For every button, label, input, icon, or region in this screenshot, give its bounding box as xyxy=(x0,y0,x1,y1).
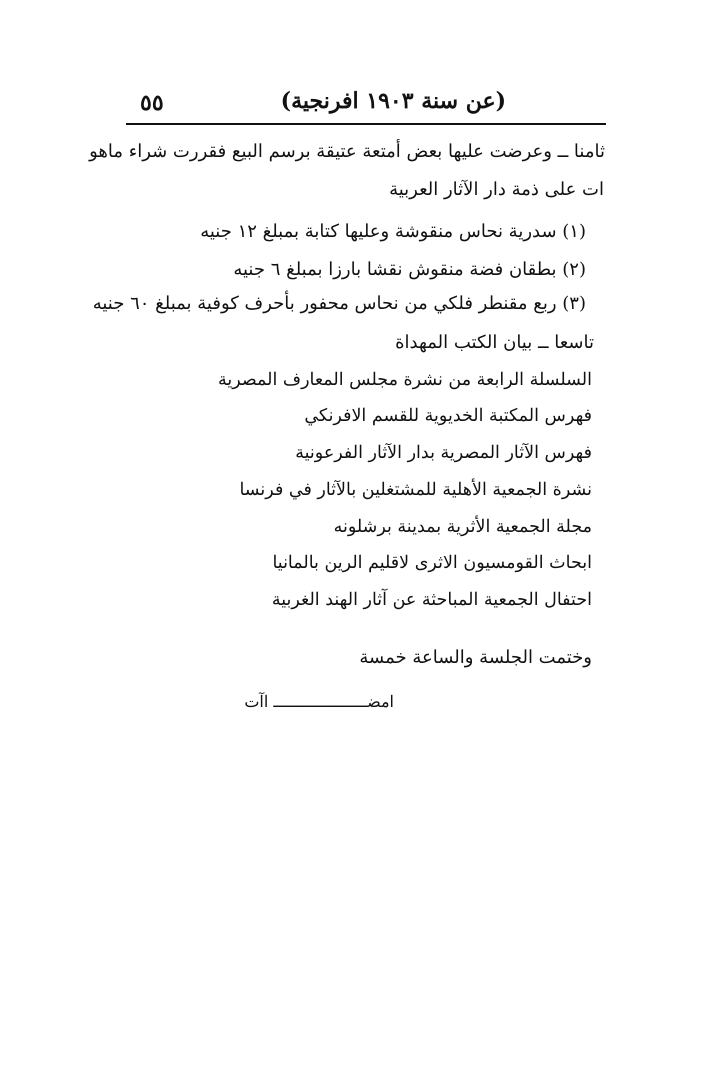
paragraph-9-heading: تاسعا ــ بيان الكتب المهداة xyxy=(395,332,594,353)
book-7: احتفال الجمعية المباحثة عن آثار الهند الغربية xyxy=(271,590,592,610)
book-1: السلسلة الرابعة من نشرة مجلس المعارف المصرية xyxy=(217,370,592,390)
book-3: فهرس الآثار المصرية بدار الآثار الفرعونية xyxy=(295,443,592,463)
item-2: (٢) بطقان فضة منقوش نقشا بارزا بمبلغ ٦ جنيه xyxy=(233,259,586,280)
book-6: ابحاث القومسيون الاثرى لاقليم الرين بالمانيا xyxy=(272,553,592,573)
item-3: (٣) ربع مقنطر فلكي من نحاس محفور بأحرف كوفية بمبلغ ٦٠ جنيه xyxy=(92,293,586,314)
running-title: (عن سنة ١٩٠٣ افرنجية) xyxy=(280,88,506,114)
page-number: ٥٥ xyxy=(140,90,164,116)
paragraph-8-line-1: ثامنا ــ وعرضت عليها بعض أمتعة عتيقة برسم البيع فقررت شراء ماهو xyxy=(89,141,605,162)
signature-line: امضــــــــــــــــــــ اآت xyxy=(244,692,394,711)
header-rule xyxy=(126,123,606,125)
paragraph-8-line-2: ات على ذمة دار الآثار العربية xyxy=(389,179,604,200)
closing-line: وختمت الجلسة والساعة خمسة xyxy=(359,647,592,668)
book-2: فهرس المكتبة الخديوية للقسم الافرنكي xyxy=(304,406,592,426)
page-header xyxy=(126,88,606,122)
book-5: مجلة الجمعية الأثرية بمدينة برشلونه xyxy=(333,517,592,537)
item-1: (١) سدرية نحاس منقوشة وعليها كتابة بمبلغ ١٢ جنيه xyxy=(200,221,586,242)
book-4: نشرة الجمعية الأهلية للمشتغلين بالآثار في فرنسا xyxy=(239,480,592,500)
